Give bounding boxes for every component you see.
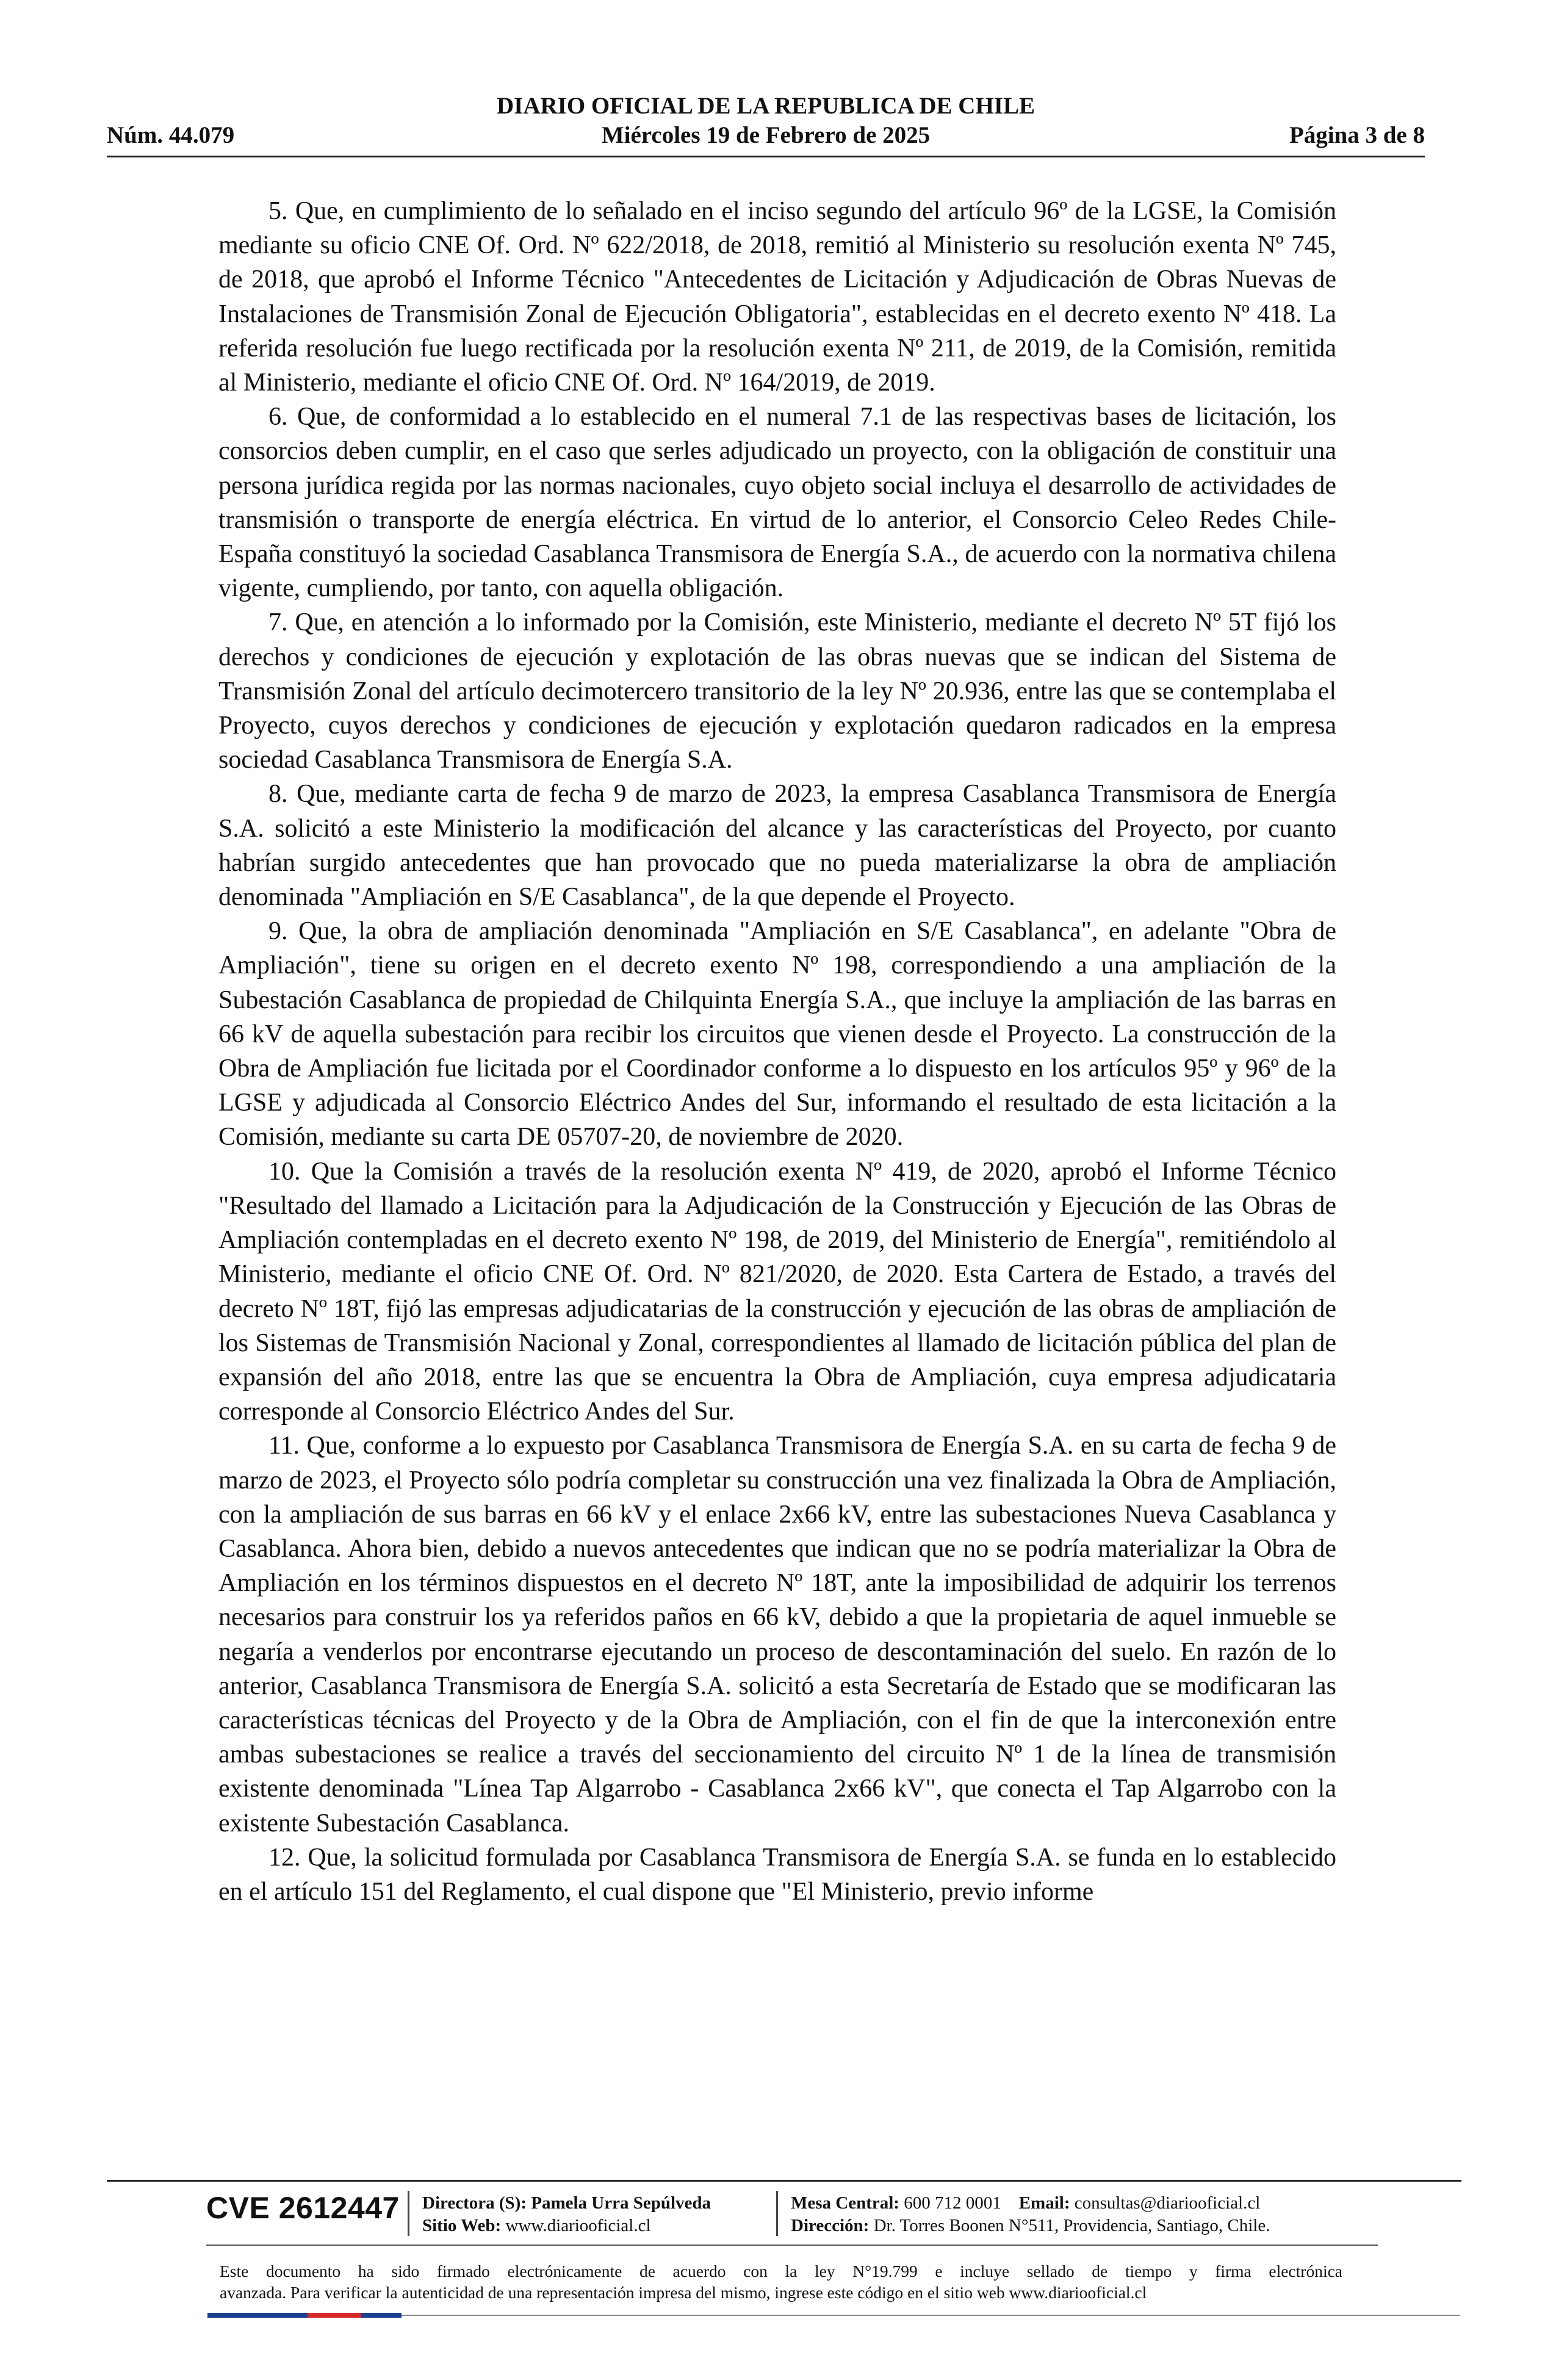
paragraph-12: 12. Que, la solicitud formulada por Casablanca Transmisora de Energía S.A. se funda en lo establecido en el artículo 151 del Reglamento, el cual dispone que "El Ministerio, previo informe [218,1843,1336,1906]
director-name: Pamela Urra Sepúlveda [531,2193,711,2213]
flag-stripe [207,2313,402,2318]
footer-separator [408,2191,409,2236]
email-link[interactable]: consultas@diariooficial.cl [1074,2193,1261,2213]
signature-note-line-1: Este documento ha sido firmado electrónicamente de acuerdo con la ley N°19.799 e incluye sellado de tiempo y firma electrónica [220,2262,1342,2281]
page-indicator: Página 3 de 8 [1289,122,1425,148]
publication-date: Miércoles 19 de Febrero de 2025 [601,122,931,148]
paragraph-9: 9. Que, la obra de ampliación denominada "Ampliación en S/E Casablanca", en adelante "Obra de Ampliación", tiene su origen en el decreto exento Nº 198, correspondiendo a una ampliación de la Subestación Casablanca de propiedad de Chilquinta Energía S.A., que incluye la ampliación de las barras en 66 kV de aquella subestación para recibir los circuitos que vienen desde el Proyecto. La construcción de la Obra de Ampliación fue licitada por el Coordinador conforme a lo dispuesto en los artículos 95º y 96º de la LGSE y adjudicada al Consorcio Eléctrico Andes del Sur, informando el resultado de esta licitación a la Comisión, mediante su carta DE 05707-20, de noviembre de 2020. [218,917,1336,1152]
footer-divider [107,2180,1461,2182]
footer-inner-divider [206,2245,1378,2246]
address-label: Dirección: [791,2216,870,2235]
flag-blue-segment [207,2313,308,2318]
flag-gray-line [402,2315,1460,2316]
address-value: Dr. Torres Boonen N°511, Providencia, Santiago, Chile. [873,2216,1270,2235]
page-header [107,92,1425,159]
flag-blue-segment [361,2313,402,2318]
header-divider [107,156,1425,157]
paragraph-10: 10. Que la Comisión a través de la resolución exenta Nº 419, de 2020, aprobó el Informe Técnico "Resultado del llamado a Licitación para la Adjudicación de la Construcción y Ejecución de las Obras de Ampliación contempladas en el decreto exento Nº 198, de 2019, del Ministerio de Energía", remitiéndolo al Ministerio, mediante el oficio CNE Of. Ord. Nº 821/2020, de 2020. Esta Cartera de Estado, a través del decreto Nº 18T, fijó las empresas adjudicatarias de la construcción y ejecución de las obras de ampliación de los Sistemas de Transmisión Nacional y Zonal, correspondientes al llamado de licitación pública del plan de expansión del año 2018, entre las que se encuentra la Obra de Ampliación, cuya empresa adjudicataria corresponde al Consorcio Eléctrico Andes del Sur. [218,1157,1336,1426]
paragraph-5: 5. Que, en cumplimiento de lo señalado en el inciso segundo del artículo 96º de la LGSE, la Comisión mediante su oficio CNE Of. Ord. Nº 622/2018, de 2018, remitió al Ministerio su resolución exenta Nº 745, de 2018, que aprobó el Informe Técnico "Antecedentes de Licitación y Adjudicación de Obras Nuevas de Instalaciones de Transmisión Zonal de Ejecución Obligatoria", establecidas en el decreto exento Nº 418. La referida resolución fue luego rectificada por la resolución exenta Nº 211, de 2019, de la Comisión, remitida al Ministerio, mediante el oficio CNE Of. Ord. Nº 164/2019, de 2019. [218,197,1336,397]
issue-number: Núm. 44.079 [107,122,235,148]
paragraph-8: 8. Que, mediante carta de fecha 9 de marzo de 2023, la empresa Casablanca Transmisora de Energía S.A. solicitó a este Ministerio la modificación del alcance y las características del Proyecto, por cuanto habrían surgido antecedentes que han provocado que no pueda materializarse la obra de ampliación denominada "Ampliación en S/E Casablanca", de la que depende el Proyecto. [218,780,1336,912]
paragraph-6: 6. Que, de conformidad a lo establecido en el numeral 7.1 de las respectivas bases de licitación, los consorcios deben cumplir, en el caso que serles adjudicado un proyecto, con la obligación de constituir una persona jurídica regida por las normas nacionales, cuyo objeto social incluya el desarrollo de actividades de transmisión o transporte de energía eléctrica. En virtud de lo anterior, el Consorcio Celeo Redes Chile-España constituyó la sociedad Casablanca Transmisora de Energía S.A., de acuerdo con la normativa chilena vigente, cumpliendo, por tanto, con aquella obligación. [218,403,1336,603]
signature-note-line-2: avanzada. Para verificar la autenticidad de una representación impresa del mismo, ingrese este código en el sitio web www.diariooficial.cl [220,2283,1147,2302]
paragraph-11: 11. Que, conforme a lo expuesto por Casablanca Transmisora de Energía S.A. en su carta de fecha 9 de marzo de 2023, el Proyecto sólo podría completar su construcción una vez finalizada la Obra de Ampliación, con la ampliación de sus barras en 66 kV y el enlace 2x66 kV, entre las subestaciones Nueva Casablanca y Casablanca. Ahora bien, debido a nuevos antecedentes que indican que no se podría materializar la Obra de Ampliación en los términos dispuestos en el decreto Nº 18T, ante la imposibilidad de adquirir los terrenos necesarios para construir los ya referidos paños en 66 kV, debido a que la propietaria de aquel inmueble se negaría a venderlos por encontrarse ejecutando un proceso de descontaminación del suelo. En razón de lo anterior, Casablanca Transmisora de Energía S.A. solicitó a esta Secretaría de Estado que se modificaran las características técnicas del Proyecto y de la Obra de Ampliación, con el fin de que la interconexión entre ambas subestaciones se realice a través del seccionamiento del circuito Nº 1 de la línea de transmisión existente denominada "Línea Tap Algarrobo - Casablanca 2x66 kV", que conecta el Tap Algarrobo con la existente Subestación Casablanca. [218,1432,1336,1837]
publication-title: DIARIO OFICIAL DE LA REPUBLICA DE CHILE [496,93,1035,119]
flag-red-segment [308,2313,361,2318]
cve-code: CVE 2612447 [206,2191,400,2225]
footer-contact-right [791,2192,1270,2237]
website-link[interactable]: www.diariooficial.cl [505,2216,651,2235]
document-body [218,194,1336,1909]
phone-value: 600 712 0001 [904,2193,1001,2213]
email-label: Email: [1018,2193,1070,2213]
footer-contact-left [422,2192,711,2237]
phone-label: Mesa Central: [791,2193,899,2213]
website-label: Sitio Web: [422,2216,502,2235]
director-label: Directora (S): [422,2193,527,2213]
footer-separator [776,2191,778,2236]
paragraph-7: 7. Que, en atención a lo informado por la Comisión, este Ministerio, mediante el decreto Nº 5T fijó los derechos y condiciones de ejecución y explotación de las obras nuevas que se indican del Sistema de Transmisión Zonal del artículo decimotercero transitorio de la ley Nº 20.936, entre las que se contemplaba el Proyecto, cuyos derechos y condiciones de ejecución y explotación quedaron radicados en la empresa sociedad Casablanca Transmisora de Energía S.A. [218,608,1336,774]
